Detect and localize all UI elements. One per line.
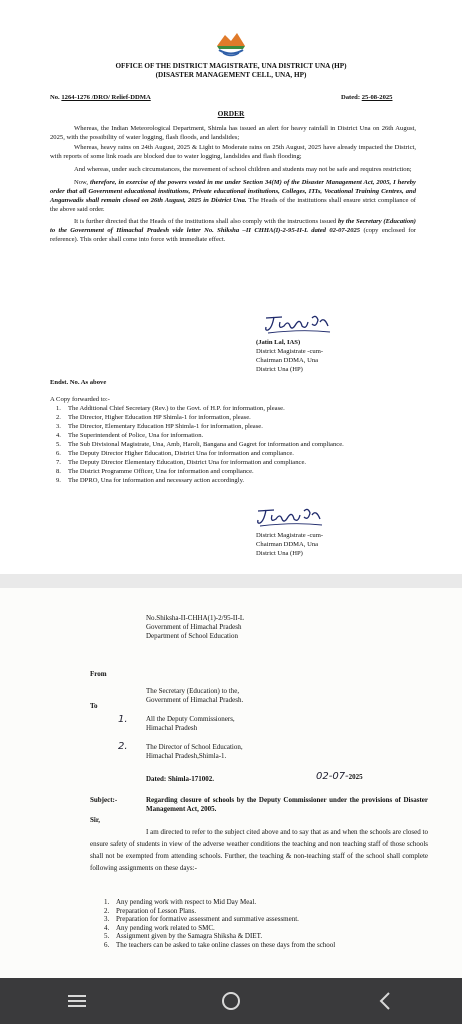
- to-2-line-2: Himachal Pradesh,Shimla-1.: [146, 752, 227, 760]
- from-block: [146, 687, 243, 705]
- copy-list-item: 9. The DPRO, Una for information and necessary action accordingly.: [56, 477, 245, 484]
- letter-govt: Government of Himachal Pradesh: [146, 623, 242, 631]
- office-title: OFFICE OF THE DISTRICT MAGISTRATE, UNA DISTRICT UNA (HP): [115, 62, 347, 70]
- assignment-item: 3. Preparation for formative assessment and summative assessment.: [104, 915, 299, 924]
- to-2-line-1: The Director of School Education,: [146, 743, 243, 751]
- letter-date-handwritten: 02-07-2025: [316, 771, 363, 782]
- para-4: Now, therefore, in exercise of the powers vested in me under Section 34(M) of the Disaster Management Act, 2005, I hereby order that all Government educational institutions, Private educational institutions, Colleges, ITIs, Vocational Training Centres, and Anganwadis shall remain closed on 26th August, 2025 in District Una. The Heads of the institutions shall ensure strict compliance of the above said order.: [50, 179, 416, 213]
- from-label: From: [90, 670, 107, 678]
- copy-list-item: 1. The Additional Chief Secretary (Rev.) to the Govt. of H.P. for information, please.: [56, 405, 285, 412]
- from-line-1: The Secretary (Education) to the,: [146, 687, 240, 695]
- para-1: Whereas, the Indian Meteorological Department, Shimla has issued an alert for heavy rainfall in District Una on 26th August, 2025, with the possibility of water logging, flash floods, and landslides;: [50, 125, 416, 141]
- order-title: ORDER: [217, 109, 245, 118]
- order-body: [50, 124, 416, 244]
- home-circle-icon: [220, 990, 242, 1012]
- signer-2-title-1: District Magistrate -cum-: [256, 532, 324, 539]
- enclosed-letter-page: [0, 588, 462, 978]
- salutation: Sir,: [90, 816, 101, 824]
- copy-list-item: 3. The Director, Elementary Education HP Shimla-1 for information, please.: [56, 423, 263, 430]
- from-line-2: Government of Himachal Pradesh.: [146, 696, 244, 704]
- signer-name: (Jatin Lal, IAS): [256, 339, 301, 346]
- back-button[interactable]: [355, 978, 415, 1024]
- to-1-line-2: Himachal Pradesh: [146, 724, 198, 732]
- back-chevron-icon: [378, 991, 392, 1011]
- menu-icon: [67, 993, 87, 1009]
- assignment-item: 1. Any pending work with respect to Mid Day Meal.: [104, 898, 257, 906]
- signature-2: [254, 505, 326, 529]
- order-date: Dated: 25-08-2025: [341, 94, 393, 101]
- office-subtitle: (DISASTER MANAGEMENT CELL, UNA, HP): [155, 71, 307, 79]
- para-3: And whereas, under such circumstances, the movement of school children and students may not be safe and requires restriction;: [74, 166, 412, 173]
- subject-text: Regarding closure of schools by the Deputy Commissioner under the provisions of Disaster Management Act, 2005.: [146, 796, 428, 813]
- letter-dated: Dated: Shimla-171002.: [146, 775, 215, 783]
- copy-intro: A Copy forwarded to:-: [50, 396, 110, 403]
- copy-list-item: 5. The Sub Divisional Magistrate, Una, Amb, Haroli, Bangana and Gagret for information and compliance.: [56, 441, 344, 448]
- assignment-item: 5. Assignment given by the Samagra Shiksha & DIET.: [104, 932, 263, 941]
- copy-list-item: 8. The District Programme Officer, Una for information and compliance.: [56, 468, 254, 475]
- letter-dept: Department of School Education: [146, 632, 238, 640]
- assignment-list: [104, 898, 404, 950]
- signer-title-1: District Magistrate -cum-: [256, 348, 324, 355]
- to-label: To: [90, 702, 98, 710]
- to-number-1: 1.: [118, 714, 128, 725]
- signer-2-title-2: Chairman DDMA, Una: [256, 541, 319, 548]
- hp-emblem-icon: [214, 28, 248, 58]
- para-5: It is further directed that the Heads of the institutions shall also comply with the instructions issued by the Secretary (Education) to the Government of Himachal Pradesh vide letter No. Shiksha –II CHHA(I)-2-95-II-L dated 02-07-2025 (copy enclosed for reference). This order shall come into force with immediate effect.: [50, 218, 416, 243]
- home-button[interactable]: [201, 978, 261, 1024]
- android-nav-bar: [0, 978, 462, 1024]
- assignment-item: 6. The teachers can be asked to take online classes on these days from the school: [104, 940, 336, 949]
- to-1-line-1: All the Deputy Commissioners,: [146, 715, 235, 723]
- to-block-1: [146, 715, 235, 733]
- page-separator: [0, 574, 462, 588]
- signature-1: [262, 312, 334, 336]
- para-2: Whereas, heavy rains on 24th August, 2025 & Light to Moderate rains on 25th August, 2025 have already impacted the District, with reports of some link roads are blocked due to water logging, landslides and flash flooding;: [50, 144, 416, 160]
- endst-line: Endst. No. As above: [50, 379, 107, 386]
- letter-body: I am directed to refer to the subject cited above and to say that as and when the schools are closed to ensure safety of students in view of the adverse weather conditions the teaching and non teaching staff of those schools shall not be exempted from attending schools. Further, the teaching & non-teaching staff of the school shall complete following assignments on these days:-: [90, 828, 428, 872]
- copy-list-item: 4. The Superintendent of Police, Una for information.: [56, 432, 204, 439]
- assignment-item: 2. Preparation of Lesson Plans.: [104, 906, 197, 915]
- ref-number-line: No. 1264-1276 /DRO/ Relief-DDMA: [50, 94, 151, 101]
- letter-header: [146, 614, 244, 641]
- recent-apps-button[interactable]: [47, 978, 107, 1024]
- signer-block: [256, 338, 323, 374]
- subject-label: Subject:-: [90, 796, 118, 804]
- copy-list-item: 7. The Deputy Director Elementary Education, District Una for information and compliance.: [56, 459, 307, 466]
- copy-list-item: 6. The Deputy Director Higher Education, District Una for information and compliance.: [56, 450, 294, 457]
- to-number-2: 2.: [118, 741, 128, 752]
- assignment-item: 4. Any pending work related to SMC.: [104, 923, 215, 932]
- copy-list: [56, 404, 416, 485]
- letter-number: No.Shiksha-II-CHHA(1)-2/95-II-L: [146, 614, 245, 622]
- to-block-2: [146, 743, 243, 761]
- signer-title-3: District Una (HP): [256, 366, 303, 373]
- signer-2-block: [256, 531, 323, 558]
- signer-2-title-3: District Una (HP): [256, 550, 303, 557]
- copy-list-item: 2. The Director, Higher Education HP Shimla-1 for information, please.: [56, 414, 251, 421]
- signer-title-2: Chairman DDMA, Una: [256, 357, 319, 364]
